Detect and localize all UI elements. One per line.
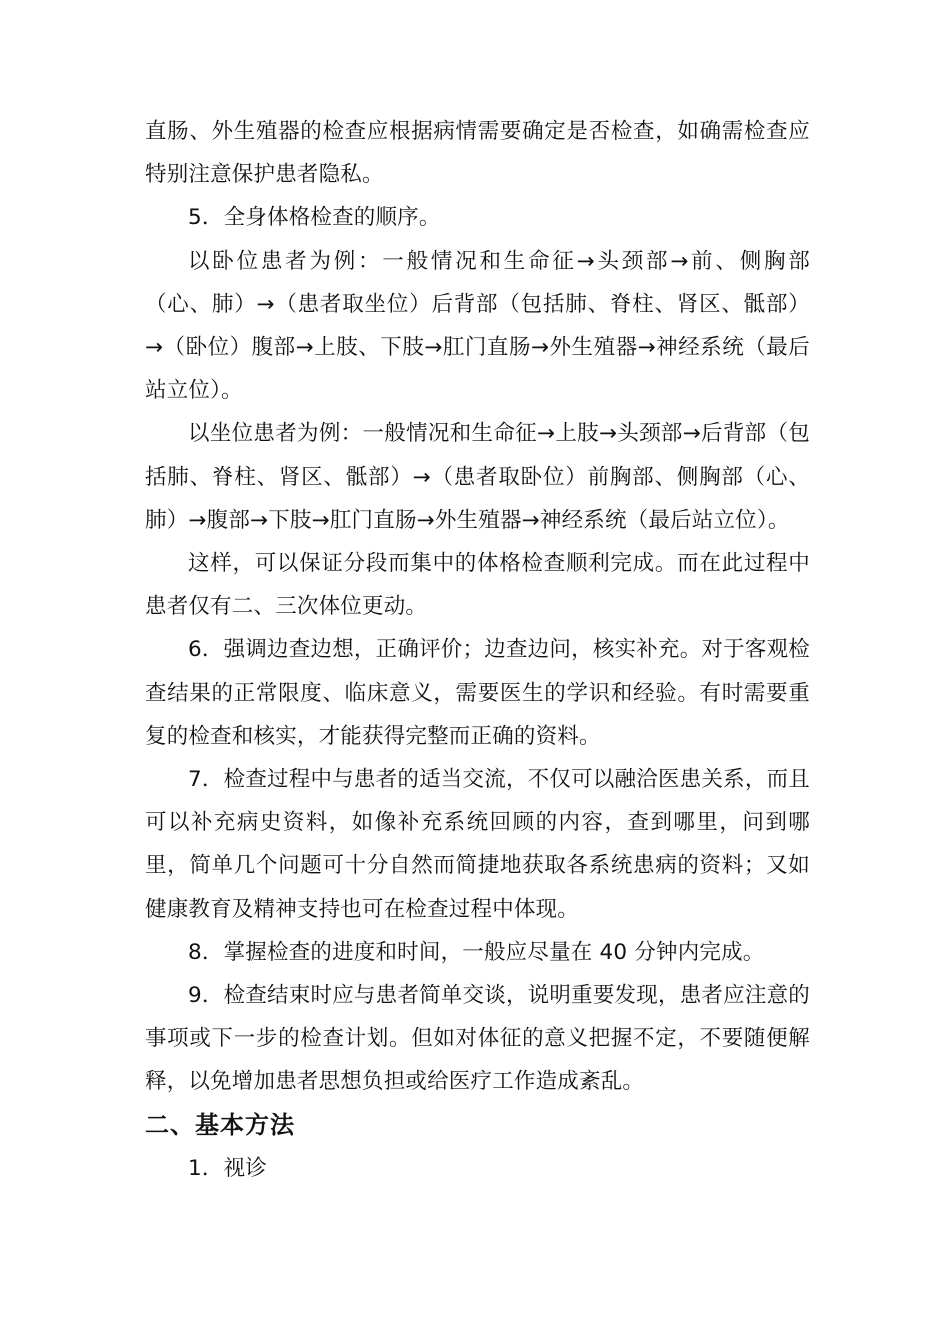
paragraph-item-9: 9．检查结束时应与患者简单交谈，说明重要发现，患者应注意的事项或下一步的检查计划。但如对体征的意义把握不定，不要随便解释，以免增加患者思想负担或给医疗工作造成紊乱。 (145, 983, 810, 1095)
sub-item-inspection: 1．视诊 (188, 1155, 267, 1181)
paragraph-item-8: 8．掌握检查的进度和时间，一般应尽量在 40 分钟内完成。 (188, 939, 765, 965)
paragraph-supine-order: 以卧位患者为例：一般情况和生命征→头颈部→前、侧胸部（心、肺）→（患者取坐位）后背部（包括肺、脊柱、肾区、骶部）→（卧位）腹部→上肢、下肢→肛门直肠→外生殖器→神经系统（最后站立位）。 (145, 248, 810, 404)
paragraph-sitting-order: 以坐位患者为例：一般情况和生命征→上肢→头颈部→后背部（包括肺、脊柱、肾区、骶部）→（患者取卧位）前胸部、侧胸部（心、肺）→腹部→下肢→肛门直肠→外生殖器→神经系统（最后站立位）。 (145, 421, 810, 533)
paragraph-summary: 这样，可以保证分段而集中的体格检查顺利完成。而在此过程中患者仅有二、三次体位更动。 (145, 551, 810, 620)
paragraph-item-5: 5．全身体格检查的顺序。 (188, 205, 441, 231)
section-heading: 二、基本方法 (145, 1110, 295, 1139)
paragraph-item-7: 7．检查过程中与患者的适当交流，不仅可以融洽医患关系，而且可以补充病史资料，如像补充系统回顾的内容，查到哪里，问到哪里，简单几个问题可十分自然而简捷地获取各系统患病的资料；又如健康教育及精神支持也可在检查过程中体现。 (145, 767, 810, 922)
paragraph-item-6: 6．强调边查边想，正确评价；边查边问，核实补充。对于客观检查结果的正常限度、临床意义，需要医生的学识和经验。有时需要重复的检查和核实，才能获得完整而正确的资料。 (145, 637, 810, 749)
document-page (145, 110, 810, 1190)
paragraph-continuation: 直肠、外生殖器的检查应根据病情需要确定是否检查，如确需检查应特别注意保护患者隐私。 (145, 119, 810, 188)
